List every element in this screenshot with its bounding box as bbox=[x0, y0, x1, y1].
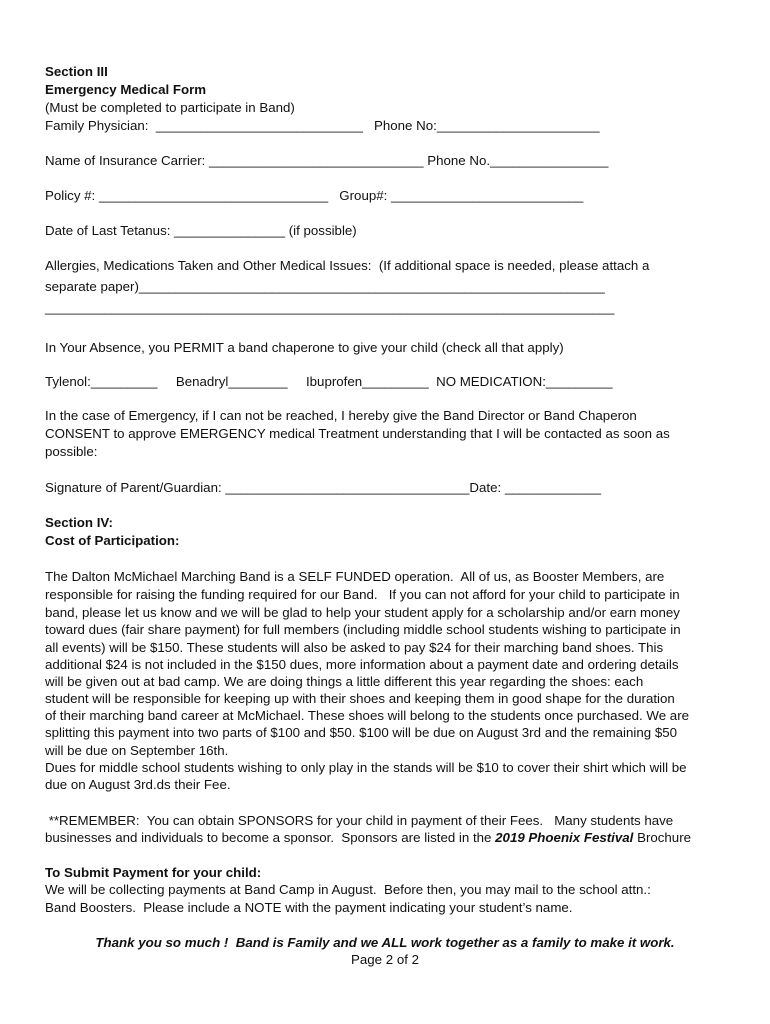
page-number: Page 2 of 2 bbox=[350, 952, 420, 967]
allergies-field-line-2: _____________________________________________________________________________ bbox=[45, 300, 615, 315]
cost-paragraph-line: student will be responsible for keeping up with their shoes and keeping them in good shape for the duration bbox=[45, 691, 675, 706]
cost-paragraph-line: all events) will be $150. These students will also be asked to pay $24 for their marching band shoes. This bbox=[45, 640, 664, 655]
cost-paragraph-line: toward dues (fair share payment) for full members (including middle school students wishing to participate in bbox=[45, 622, 681, 637]
form-requirement-note: (Must be completed to participate in Band) bbox=[45, 100, 295, 115]
permit-instructions: In Your Absence, you PERMIT a band chaperone to give your child (check all that apply) bbox=[45, 340, 564, 355]
cost-paragraph-line: of their marching band career at McMichael. These shoes will belong to the students once purchased. We are bbox=[45, 708, 690, 723]
family-physician-field: Family Physician: ____________________________ Phone No:______________________ bbox=[45, 118, 600, 133]
medication-checklist: Tylenol:_________ Benadryl________ Ibuprofen_________ NO MEDICATION:_________ bbox=[45, 374, 613, 389]
cost-paragraph-line: will be given out at bad camp. We are doing things a little different this year regarding the shoes: each bbox=[45, 674, 644, 689]
sponsor-reminder-suffix: Brochure bbox=[633, 830, 692, 845]
cost-paragraph-line: Dues for middle school students wishing to only play in the stands will be $10 to cover their shirt which will be bbox=[45, 760, 687, 775]
cost-paragraph-line: will be due on September 16th. bbox=[45, 743, 229, 758]
cost-paragraph-line: additional $24 is not included in the $150 dues, more information about a payment date and ordering details bbox=[45, 657, 679, 672]
submit-payment-line-1: We will be collecting payments at Band Camp in August. Before then, you may mail to the school attn.: bbox=[45, 882, 651, 897]
thank-you-note: Thank you so much ! Band is Family and we ALL work together as a family to make it work. bbox=[95, 935, 675, 950]
emergency-form-title: Emergency Medical Form bbox=[45, 82, 207, 97]
allergies-prompt: Allergies, Medications Taken and Other Medical Issues: (If additional space is needed, please attach a bbox=[45, 258, 650, 273]
policy-group-field: Policy #: _______________________________ Group#: __________________________ bbox=[45, 188, 584, 203]
consent-text-line-1: In the case of Emergency, if I can not be reached, I hereby give the Band Director or Band Chaperon bbox=[45, 408, 637, 423]
sponsor-reminder-text: businesses and individuals to become a sponsor. Sponsors are listed in the bbox=[45, 830, 496, 845]
cost-paragraph-line: due on August 3rd.ds their Fee. bbox=[45, 777, 231, 792]
cost-paragraph-line: The Dalton McMichael Marching Band is a SELF FUNDED operation. All of us, as Booster Members, are bbox=[45, 569, 665, 584]
submit-payment-heading: To Submit Payment for your child: bbox=[45, 865, 262, 880]
cost-paragraph-line: splitting this payment into two parts of $100 and $50. $100 will be due on August 3rd and the remaining $50 bbox=[45, 725, 678, 740]
consent-text-line-3: possible: bbox=[45, 444, 98, 459]
consent-text-line-2: CONSENT to approve EMERGENCY medical Treatment understanding that I will be contacted as soon as bbox=[45, 426, 670, 441]
section-iii-heading: Section III bbox=[45, 64, 108, 79]
sponsor-reminder-line-1: **REMEMBER: You can obtain SPONSORS for your child in payment of their Fees. Many students have bbox=[45, 813, 674, 828]
insurance-carrier-field: Name of Insurance Carrier: _____________________________ Phone No.________________ bbox=[45, 153, 609, 168]
festival-brochure-name: 2019 Phoenix Festival bbox=[495, 830, 634, 845]
cost-paragraph-line: band, please let us know and we will be glad to help your student apply for a scholarship and/or earn money bbox=[45, 605, 680, 620]
cost-title: Cost of Participation: bbox=[45, 533, 180, 548]
cost-paragraph-line: responsible for raising the funding required for our Band. If you can not afford for your child to participate in bbox=[45, 587, 680, 602]
submit-payment-line-2: Band Boosters. Please include a NOTE with the payment indicating your student’s name. bbox=[45, 900, 573, 915]
allergies-field-line-1: separate paper)_______________________________________________________________ bbox=[45, 279, 605, 294]
tetanus-date-field: Date of Last Tetanus: _______________ (if possible) bbox=[45, 223, 357, 238]
section-iv-heading: Section IV: bbox=[45, 515, 113, 530]
sponsor-reminder-line-2 bbox=[45, 829, 691, 846]
signature-date-field: Signature of Parent/Guardian: _________________________________Date: _____________ bbox=[45, 480, 602, 495]
